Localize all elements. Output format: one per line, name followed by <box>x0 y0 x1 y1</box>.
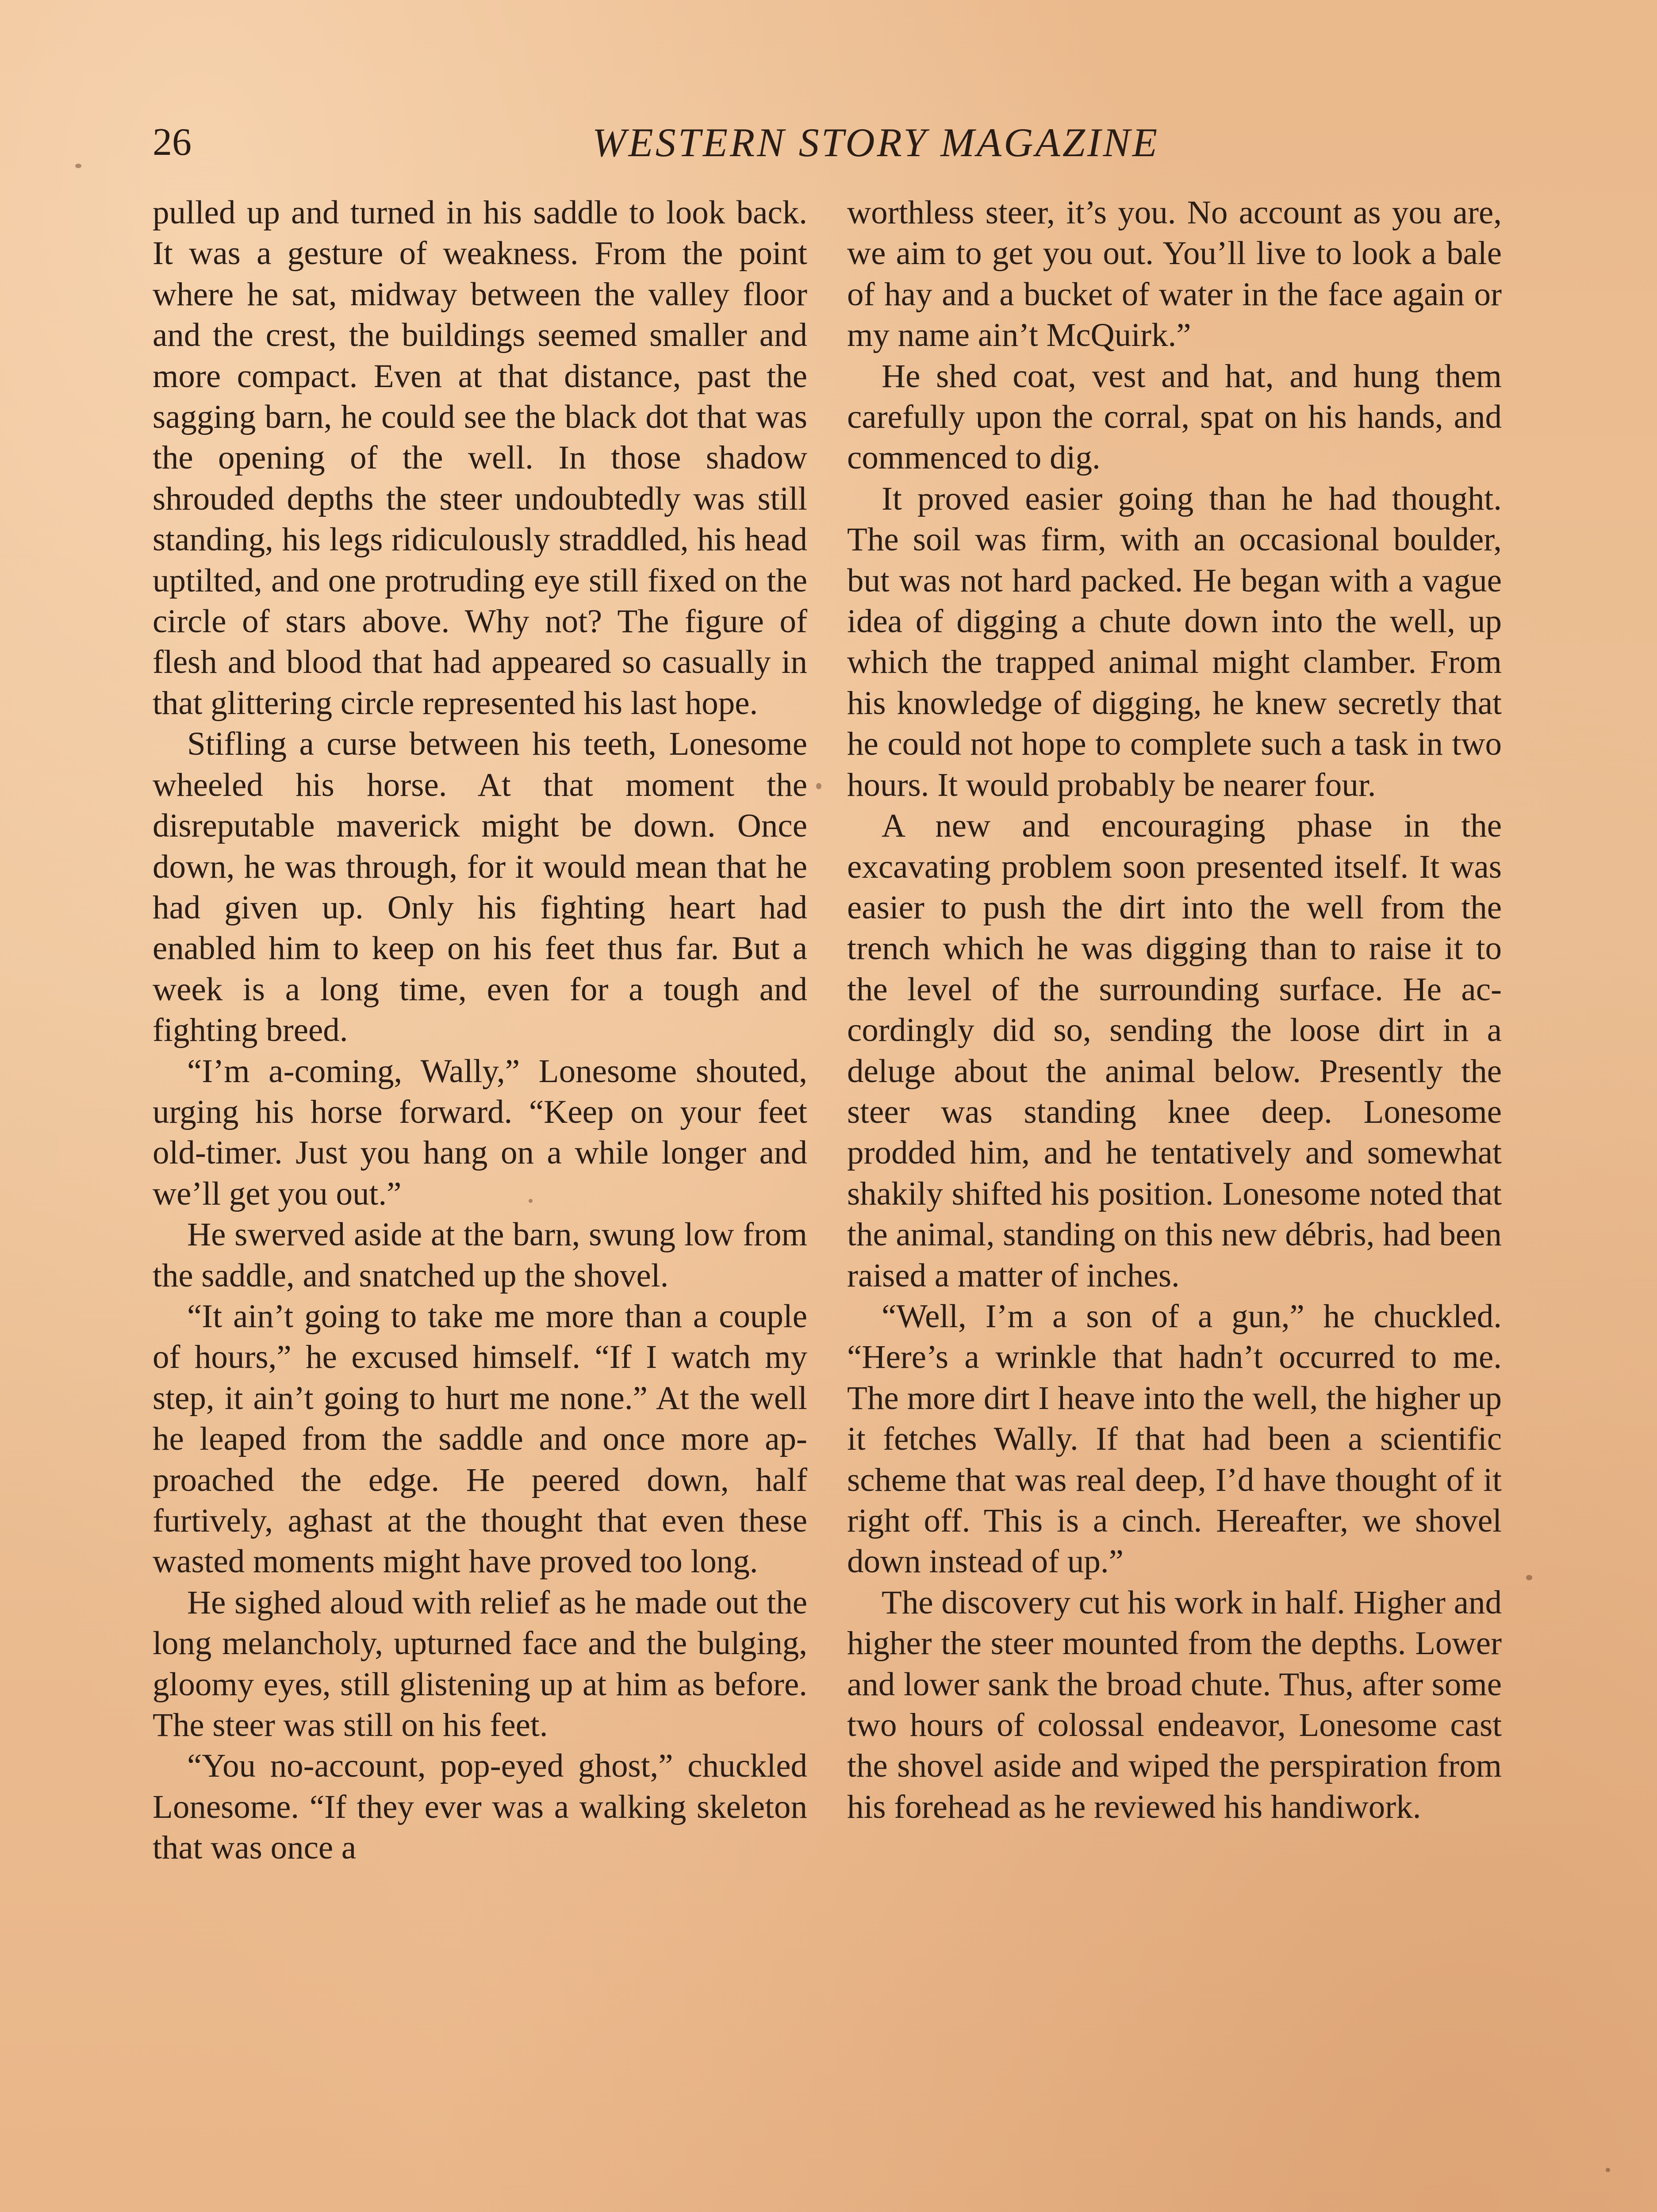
paragraph: He swerved aside at the barn, swung low from the saddle, and snatched up the shovel. <box>153 1216 807 1294</box>
paragraph: “I’m a-coming, Wally,” Lonesome shouted, urging his horse forward. “Keep on your feet old-timer. Just you hang on a while longer and we’ll get you out.” <box>153 1052 807 1212</box>
paper-speck <box>1606 2168 1610 2172</box>
paragraph: “You no-account, pop-eyed ghost,” chuckled Lonesome. “If they ever was a walking skeleton that was once a <box>153 1747 807 1866</box>
paragraph: worthless steer, it’s you. No account as you are, we aim to get you out. You’ll live to look a bale of hay and a bucket of water in the face again or my name ain’t McQuirk.” <box>847 194 1502 354</box>
paper-speck <box>816 783 821 789</box>
running-title: WESTERN STORY MAGAZINE <box>592 120 1160 165</box>
paragraph: “Well, I’m a son of a gun,” he chuckled. “Here’s a wrinkle that hadn’t occurred to me. The more dirt I heave into the well, the higher up it fetches Wally. If that had been a scientific scheme that was real deep, I’d have thought of it right off. This is a cinch. Hereafter, we shovel down instead of up.” <box>847 1298 1502 1580</box>
left-column <box>153 192 807 2212</box>
paragraph: Stifling a curse between his teeth, Lonesome wheeled his horse. At that moment the disreputable maverick might be down. Once down, he was through, for it would mean that he had given up. Only his fighting heart had enabled him to keep on his feet thus far. But a week is a long time, even for a tough and fighting breed. <box>153 726 807 1049</box>
paragraph: “It ain’t going to take me more than a couple of hours,” he excused himself. “If I watch my step, it ain’t going to hurt me none.” At the well he leaped from the saddle and once more approached the edge. He peered down, half furtively, aghast at the thought that even these wasted moments might have proved too long. <box>153 1298 807 1580</box>
paragraph: It proved easier going than he had thought. The soil was firm, with an occasional boulder, but was not hard packed. He began with a vague idea of digging a chute down into the well, up which the trapped animal might clamber. From his knowledge of digging, he knew secretly that he could not hope to complete such a task in two hours. It would probably be nearer four. <box>847 480 1502 803</box>
paper-speck <box>529 1199 533 1203</box>
paragraph: He sighed aloud with relief as he made out the long melancholy, upturned face and the bulging, gloomy eyes, still glistening up at him as before. The steer was still on his feet. <box>153 1584 807 1744</box>
paragraph: A new and encouraging phase in the excavating problem soon presented itself. It was easier to push the dirt into the well from the trench which he was digging than to raise it to the level of the surrounding surface. He accordingly did so, sending the loose dirt in a deluge about the animal below. Presently the steer was standing knee deep. Lonesome prodded him, and he tentatively and somewhat shakily shifted his position. Lonesome noted that the animal, standing on this new débris, had been raised a matter of inches. <box>847 807 1502 1294</box>
paragraph: pulled up and turned in his saddle to look back. It was a gesture of weakness. From the point where he sat, midway between the valley floor and the crest, the buildings seemed smaller and more compact. Even at that distance, past the sagging barn, he could see the black dot that was the opening of the well. In those shadow shrouded depths the steer undoubtedly was still standing, his legs ridiculously straddled, his head uptilted, and one protruding eye still fixed on the circle of stars above. Why not? The figure of flesh and blood that had appeared so casually in that glittering circle represented his last hope. <box>153 194 807 722</box>
paragraph: The discovery cut his work in half. Higher and higher the steer mounted from the depths. Lower and lower sank the broad chute. Thus, after some two hours of colossal endeavor, Lonesome cast the shovel aside and wiped the perspiration from his forehead as he reviewed his handiwork. <box>847 1584 1502 1825</box>
paper-speck <box>1526 1575 1532 1580</box>
page-number: 26 <box>153 121 192 164</box>
right-column <box>847 192 1502 2212</box>
paper-speck <box>75 164 81 168</box>
page-header <box>153 116 1506 169</box>
paragraph: He shed coat, vest and hat, and hung them carefully upon the corral, spat on his hands, and commenced to dig. <box>847 357 1502 476</box>
